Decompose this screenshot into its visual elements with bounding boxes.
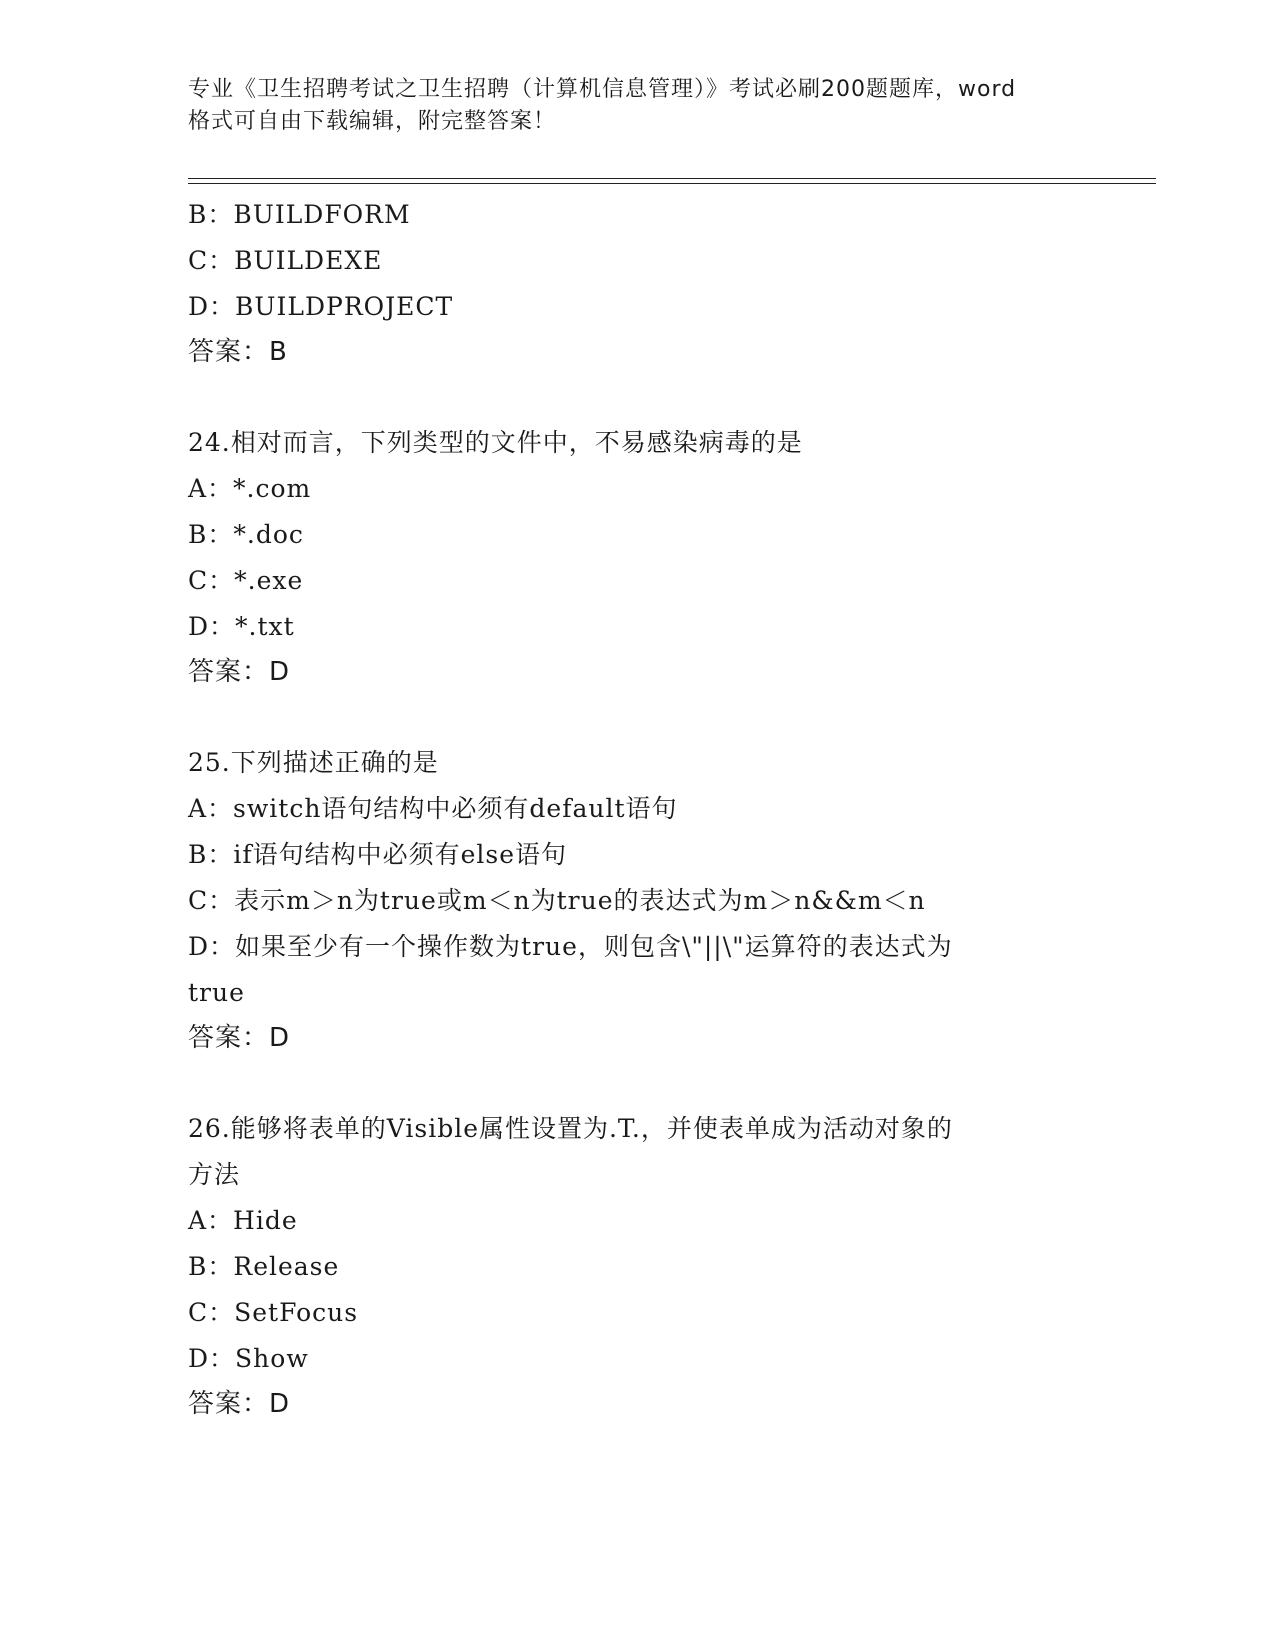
answer: 答案：D [188,1023,291,1053]
header-divider-top [188,178,1156,179]
question-25 [188,740,1088,1060]
option-d-continued: true [188,978,245,1007]
option-d: D：*.txt [188,612,295,641]
option-b: B：*.doc [188,520,304,549]
answer: 答案：B [188,337,288,367]
option-d: D：BUILDPROJECT [188,292,454,321]
option-c: C：*.exe [188,566,304,595]
spacer [188,1060,1088,1106]
option-b: B：BUILDFORM [188,200,411,229]
option-c: C：SetFocus [188,1298,359,1327]
option-d: D：如果至少有一个操作数为true，则包含\"||\"运算符的表达式为 [188,932,953,961]
option-d: D：Show [188,1344,309,1373]
question-text-continued: 方法 [188,1160,241,1189]
header-line-2: 格式可自由下载编辑，附完整答案！ [188,109,557,134]
question-content [188,192,1088,1426]
option-c: C：表示m＞n为true或m＜n为true的表达式为m＞n&&m＜n [188,886,926,915]
question-text: 26.能够将表单的Visible属性设置为.T.，并使表单成为活动对象的 [188,1114,953,1143]
question-text: 25.下列描述正确的是 [188,748,439,777]
option-a: A：Hide [188,1206,298,1235]
option-a: A：switch语句结构中必须有default语句 [188,794,678,823]
answer: 答案：D [188,1389,291,1419]
option-c: C：BUILDEXE [188,246,383,275]
option-a: A：*.com [188,474,312,503]
option-b: B：Release [188,1252,340,1281]
header-divider-bottom [188,183,1156,184]
header-line-1: 专业《卫生招聘考试之卫生招聘（计算机信息管理）》考试必刷200题题库，word [188,77,1017,102]
document-header [188,74,1088,138]
question-26 [188,1106,1088,1426]
question-23-tail [188,192,1088,374]
option-b: B：if语句结构中必须有else语句 [188,840,568,869]
question-text: 24.相对而言，下列类型的文件中，不易感染病毒的是 [188,428,803,457]
answer: 答案：D [188,657,291,687]
question-24 [188,420,1088,694]
spacer [188,694,1088,740]
spacer [188,374,1088,420]
